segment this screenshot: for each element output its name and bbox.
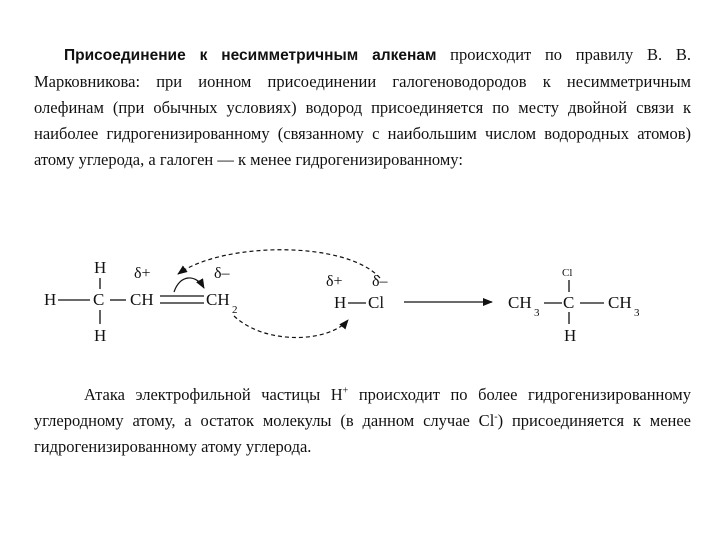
c-atom: C — [93, 290, 105, 309]
ch2-group: CH — [206, 290, 230, 309]
h-plus-superscript: + — [342, 385, 349, 397]
product-left-subscript: 3 — [534, 307, 540, 319]
product-c-atom: C — [563, 293, 575, 312]
cl-minus-superscript: - — [494, 411, 498, 423]
explanation-text-2: происходит по более гидрогенизированному углеродному атому, а остаток молекулы (в данном случае Cl — [34, 385, 691, 430]
chloride-attack-arrow — [178, 250, 380, 278]
delta-minus-ch2: δ– — [214, 265, 230, 282]
proton-attack-arrow — [234, 316, 348, 338]
delta-plus-ch: δ+ — [134, 265, 151, 282]
explanation-text-1: Атака электрофильной частицы H — [84, 385, 343, 404]
intro-paragraph — [34, 42, 691, 173]
product-left-ch3: CH — [508, 293, 532, 312]
h-top-atom: H — [94, 258, 107, 277]
paragraph-text: происходит по правилу В. В. Марковникова: при ионном присоединении галогеноводородов к несимметричным олефинам (при обычных условиях) водород присоединяется по месту двойной связи к наиболее гидрогенизированному (связанному с наибольшим числом водородных атомов) атому углерода, а галоген — к менее гидрогенизированному: — [34, 45, 692, 169]
delta-minus-cl: δ– — [372, 273, 388, 290]
h-left-atom: H — [44, 290, 57, 309]
product-right-ch3: CH — [608, 293, 632, 312]
explanation-paragraph — [34, 382, 691, 460]
explanation-text-3: ) присоединяется к менее гидрогенизированному атому углерода. — [34, 411, 691, 456]
h-reagent-atom: H — [334, 293, 347, 312]
pi-bond-arrow — [174, 278, 204, 292]
reaction-scheme — [34, 236, 694, 364]
delta-plus-h: δ+ — [326, 273, 343, 290]
product-cl-atom: Cl — [562, 267, 573, 279]
product-right-subscript: 3 — [634, 307, 640, 319]
product-h-atom: H — [564, 326, 577, 345]
ch-group: CH — [130, 290, 154, 309]
h-bottom-atom: H — [94, 326, 107, 345]
paragraph-bold-lead: Присоединение к несимметричным алкенам — [64, 47, 437, 64]
ch2-subscript: 2 — [232, 304, 238, 316]
cl-reagent-atom: Cl — [368, 293, 385, 312]
